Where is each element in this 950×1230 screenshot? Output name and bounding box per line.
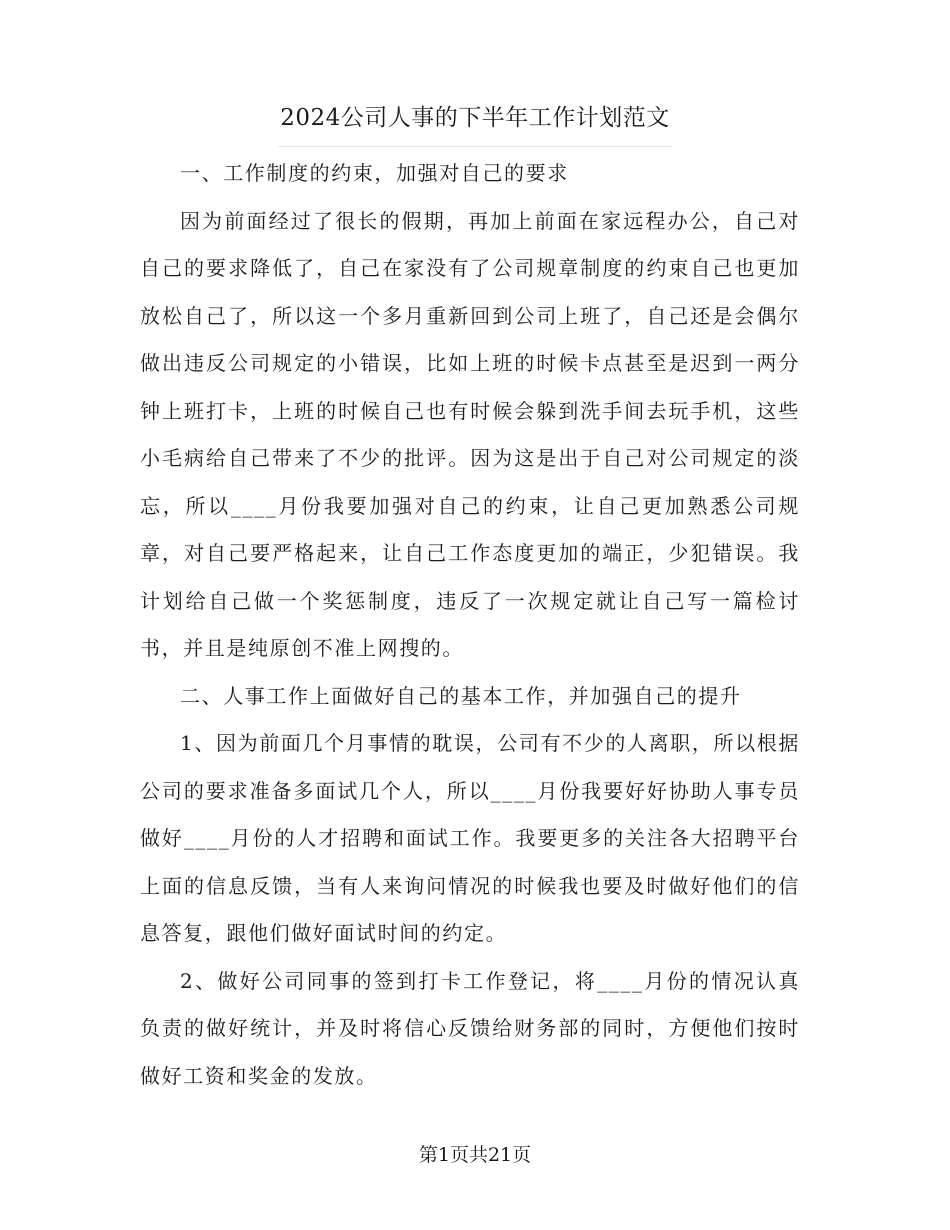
body-paragraph-3: 2、做好公司同事的签到打卡工作登记，将____月份的情况认真负责的做好统计，并及时将信心反馈给财务部的同时，方便他们按时做好工资和奖金的发放。 [140,968,800,1088]
section-heading-1: 一、工作制度的约束，加强对自己的要求 [180,161,569,185]
section-heading-2: 二、人事工作上面做好自己的基本工作，并加强自己的提升 [180,683,742,708]
body-paragraph-1: 因为前面经过了很长的假期，再加上前面在家远程办公，自己对自己的要求降低了，自己在家没有了公司规章制度的约束自己也更加放松自己了，所以这一个多月重新回到公司上班了，自己还是会偶尔做出违反公司规定的小错误，比如上班的时候卡点甚至是迟到一两分钟上班打卡，上班的时候自己也有时候会躲到洗手间去玩手机，这些小毛病给自己带来了不少的批评。因为这是出于自己对公司规定的淡忘，所以____月份我要加强对自己的约束，让自己更加熟悉公司规章，对自己要严格起来，让自己工作态度更加的端正，少犯错误。我计划给自己做一个奖惩制度，违反了一次规定就让自己写一篇检讨书，并且是纯原创不准上网搜的。 [140,208,800,660]
document-title: 2024公司人事的下半年工作计划范文 [278,100,672,147]
title-area [0,100,950,147]
body-paragraph-2: 1、因为前面几个月事情的耽误，公司有不少的人离职，所以根据公司的要求准备多面试几个人，所以____月份我要好好协助人事专员做好____月份的人才招聘和面试工作。我要更多的关注各大招聘平台上面的信息反馈，当有人来询问情况的时候我也要及时做好他们的信息答复，跟他们做好面试时间的约定。 [140,731,800,945]
document-body [140,150,800,1100]
page-footer: 第1页共21页 [418,1144,532,1166]
